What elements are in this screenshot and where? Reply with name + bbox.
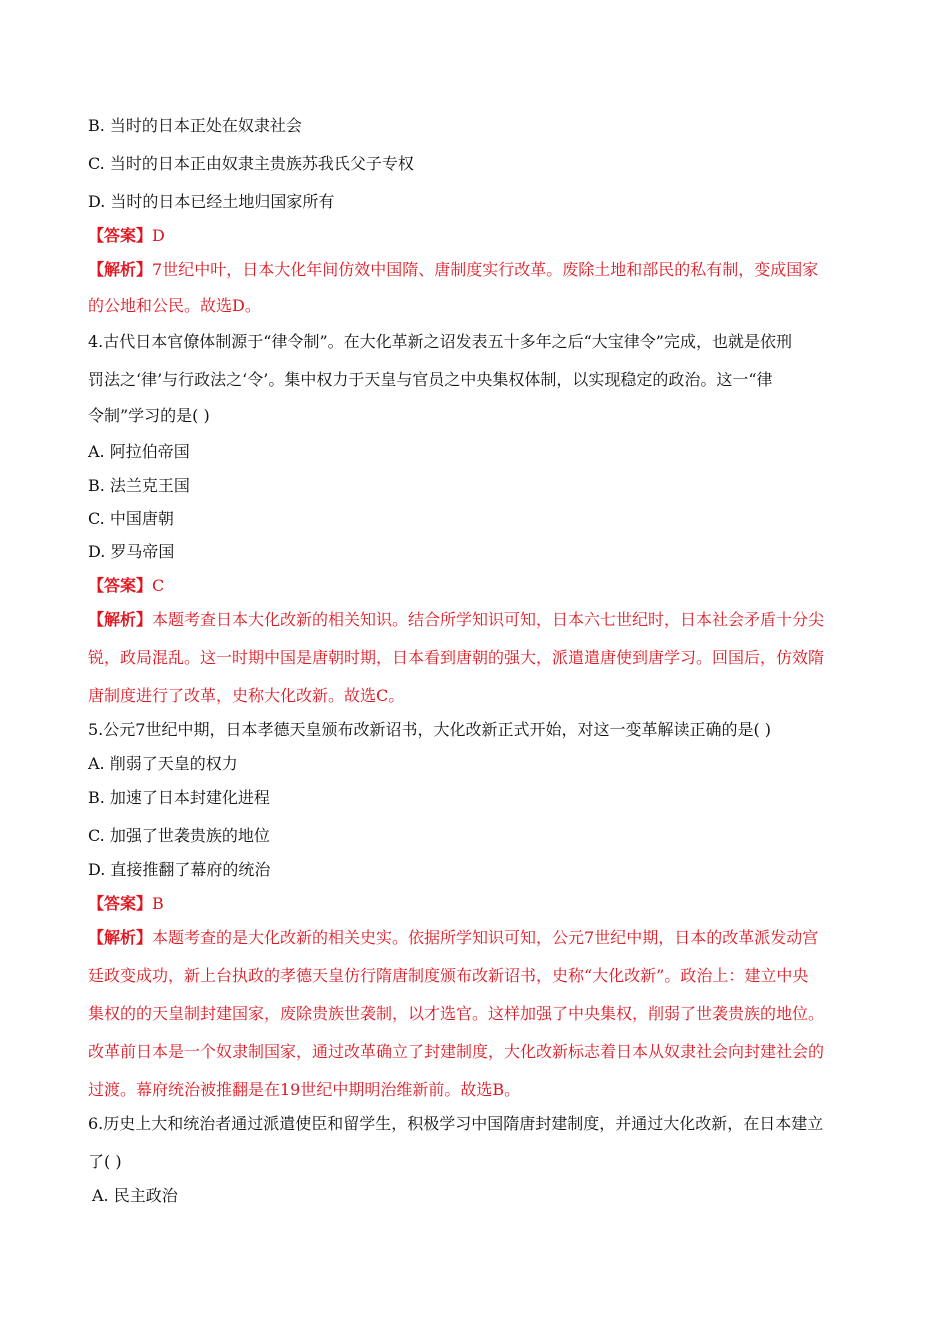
question-4-line-3: 令制”学习的是( )	[88, 406, 210, 425]
analysis-5-cont-3: 改革前日本是一个奴隶制国家，通过改革确立了封建制度，大化改新标志着日本从奴隶社会向封建社会的	[88, 1042, 825, 1061]
analysis-4-cont-2: 唐制度进行了改革，史称大化改新。故选C。	[88, 686, 405, 705]
analysis-5-cont-2: 集权的的天皇制封建国家，废除贵族世袭制，以才选官。这样加强了中央集权，削弱了世袭贵族的地位。	[88, 1004, 825, 1023]
option-6a: A. 民主政治	[92, 1186, 178, 1205]
option-4a: A. 阿拉伯帝国	[88, 442, 190, 461]
option-5d: D. 直接推翻了幕府的统治	[88, 860, 271, 879]
question-5: 5.公元7世纪中期，日本孝德天皇颁布改新诏书，大化改新正式开始，对这一变革解读正确的是( )	[88, 720, 772, 739]
analysis-4: 【解析】本题考查日本大化改新的相关知识。结合所学知识可知，日本六七世纪时，日本社会矛盾十分尖	[88, 610, 825, 629]
option-4d: D. 罗马帝国	[88, 542, 175, 561]
option-5b: B. 加速了日本封建化进程	[88, 788, 270, 807]
analysis-3-cont: 的公地和公民。故选D。	[88, 296, 261, 315]
answer-4: 【答案】C	[88, 576, 165, 595]
answer-5: 【答案】B	[88, 894, 164, 913]
question-6-line-1: 6.历史上大和统治者通过派遣使臣和留学生，积极学习中国隋唐封建制度，并通过大化改新，在日本建立	[88, 1114, 824, 1133]
option-3c: C. 当时的日本正由奴隶主贵族苏我氏父子专权	[88, 154, 414, 173]
analysis-3: 【解析】7世纪中叶，日本大化年间仿效中国隋、唐制度实行改革。废除土地和部民的私有制，变成国家	[88, 260, 819, 279]
question-4-line-2: 罚法之‘律’与行政法之‘令’。集中权力于天皇与官员之中央集权体制，以实现稳定的政治。这一“律	[88, 370, 773, 389]
option-3d: D. 当时的日本已经土地归国家所有	[88, 192, 335, 211]
answer-3: 【答案】D	[88, 226, 165, 245]
option-5a: A. 削弱了天皇的权力	[88, 754, 238, 773]
option-4c: C. 中国唐朝	[88, 509, 174, 528]
option-3b: B. 当时的日本正处在奴隶社会	[88, 116, 302, 135]
question-6-line-2: 了( )	[88, 1152, 122, 1171]
analysis-5-cont-1: 廷政变成功，新上台执政的孝德天皇仿行隋唐制度颁布改新诏书，史称“大化改新”。政治上：建立中央	[88, 966, 809, 985]
analysis-4-cont-1: 锐，政局混乱。这一时期中国是唐朝时期，日本看到唐朝的强大，派遣遣唐使到唐学习。回国后，仿效隋	[88, 648, 825, 667]
question-4-line-1: 4.古代日本官僚体制源于“律令制”。在大化革新之诏发表五十多年之后“大宝律令”完成，也就是依刑	[88, 332, 792, 351]
option-5c: C. 加强了世袭贵族的地位	[88, 826, 270, 845]
analysis-5: 【解析】本题考查的是大化改新的相关史实。依据所学知识可知，公元7世纪中期，日本的改革派发动宫	[88, 928, 819, 947]
analysis-5-cont-4: 过渡。幕府统治被推翻是在19世纪中期明治维新前。故选B。	[88, 1080, 521, 1099]
option-4b: B. 法兰克王国	[88, 476, 190, 495]
